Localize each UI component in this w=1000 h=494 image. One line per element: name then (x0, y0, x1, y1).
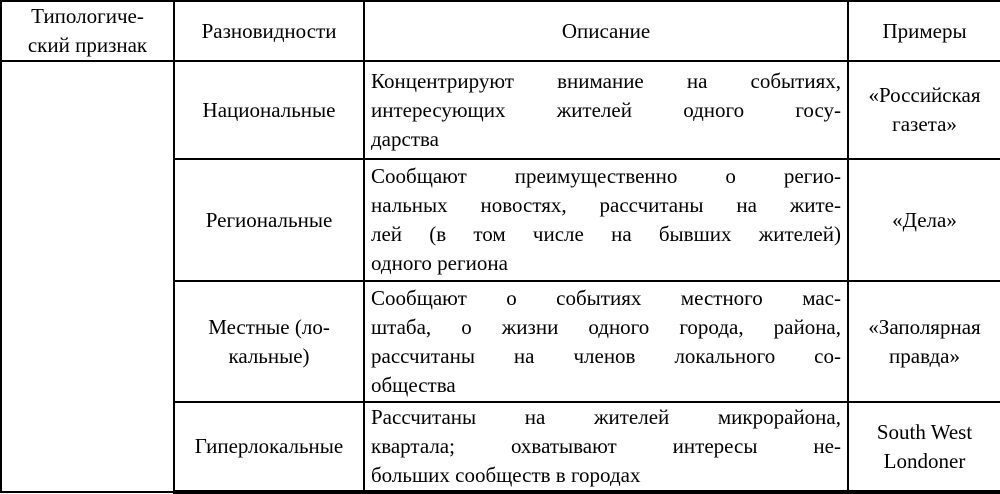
example-cell (848, 281, 1000, 402)
text-line: интересующих жителей одного госу- (371, 97, 841, 122)
text-line: Разновидности (201, 18, 337, 43)
text-line: Примеры (882, 18, 967, 43)
text-line: «Заполярная (868, 314, 981, 339)
description-cell (364, 159, 848, 281)
text-line: Сообщают о событиях местного мас- (371, 285, 841, 310)
text-line: Londoner (883, 448, 966, 473)
text-line: Рассчитаны на жителей микрорайона, (371, 405, 841, 429)
text-line: газета» (892, 112, 957, 136)
text-line: South West (876, 419, 973, 444)
text-line: квартала; охватывают интересы не- (371, 434, 841, 458)
example-cell (848, 61, 1000, 159)
text-line: Региональные (205, 207, 333, 232)
text-line: «Дела» (892, 207, 957, 232)
table-row-national (1, 61, 1000, 159)
text-line: кальные) (228, 343, 310, 368)
header-cell-description (364, 1, 848, 61)
text-line: Описание (561, 18, 651, 43)
description-cell (364, 281, 848, 402)
text-line: лей (в том числе на бывших жителей) (371, 222, 841, 246)
text-line: Сообщают преимущественно о регио- (371, 164, 841, 188)
example-cell (848, 402, 1000, 492)
text-line: одного региона (371, 251, 508, 275)
text-line: «Российская (868, 83, 981, 107)
variety-cell (174, 402, 364, 492)
header-cell-examples (848, 1, 1000, 61)
text-line: Национальные (202, 97, 336, 122)
text-line: дарства (371, 126, 439, 151)
text-line: Местные (ло- (208, 314, 330, 339)
description-cell (364, 61, 848, 159)
variety-cell (174, 61, 364, 159)
text-line: общества (371, 372, 456, 397)
text-line: ский признак (27, 33, 148, 57)
text-line: Гиперлокальные (194, 434, 344, 458)
text-line: больших сообществ в городах (371, 463, 641, 487)
variety-cell (174, 159, 364, 281)
text-line: Концентрируют внимание на событиях, (371, 68, 841, 93)
text-line: штаба, о жизни одного города, района, (371, 314, 841, 339)
example-cell (848, 159, 1000, 281)
text-line: правда» (889, 343, 960, 368)
text-line: Типологиче- (31, 4, 144, 28)
text-line: рассчитаны на членов локального со- (371, 343, 841, 368)
text-line: нальных новостях, рассчитаны на жите- (371, 193, 841, 217)
header-cell-typological-feature (1, 1, 174, 61)
typological-feature-merged-cell (1, 61, 174, 492)
description-cell (364, 402, 848, 492)
variety-cell (174, 281, 364, 402)
header-row (1, 1, 1000, 61)
header-cell-varieties (174, 1, 364, 61)
